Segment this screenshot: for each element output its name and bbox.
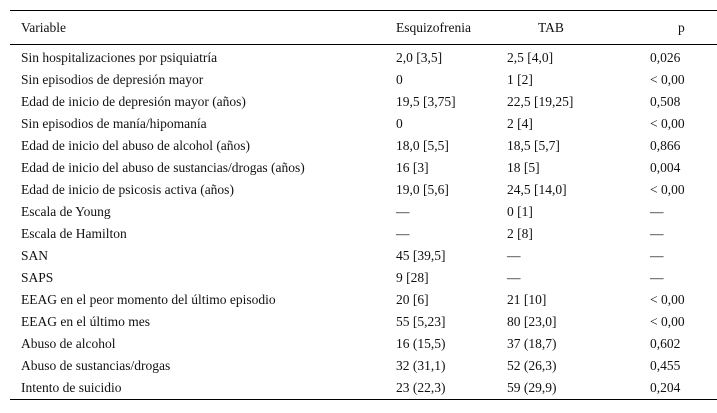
cell-esquizofrenia: 19,5 [3,75] (396, 94, 456, 109)
cell-esquizofrenia: 32 (31,1) (396, 358, 446, 373)
cell-tab: 1 [2] (507, 72, 533, 87)
cell-esquizofrenia: 2,0 [3,5] (396, 50, 443, 65)
cell-variable: Escala de Hamilton (21, 226, 127, 241)
header-variable: Variable (21, 19, 66, 35)
cell-tab: 24,5 [14,0] (507, 182, 567, 197)
cell-variable: Edad de inicio del abuso de alcohol (años) (21, 138, 251, 153)
cell-variable: Escala de Young (21, 204, 111, 219)
cell-variable: EEAG en el último mes (21, 314, 150, 329)
cell-p: — (650, 204, 664, 219)
cell-esquizofrenia: 0 (396, 116, 403, 131)
cell-p: < 0,00 (650, 314, 685, 329)
cell-tab: — (507, 248, 521, 263)
cell-esquizofrenia: 0 (396, 72, 403, 87)
cell-tab: 52 (26,3) (507, 358, 557, 373)
cell-p: < 0,00 (650, 292, 685, 307)
cell-p: 0,866 (650, 138, 681, 153)
cell-variable: Sin hospitalizaciones por psiquiatría (21, 50, 218, 65)
cell-tab: 18,5 [5,7] (507, 138, 560, 153)
cell-variable: Intento de suicidio (21, 380, 122, 395)
table-row (10, 223, 717, 245)
cell-esquizofrenia: 45 [39,5] (396, 248, 446, 263)
cell-variable: Edad de inicio de psicosis activa (años) (21, 182, 234, 197)
cell-esquizofrenia: 16 (15,5) (396, 336, 446, 351)
table-row (10, 45, 717, 70)
cell-esquizofrenia: 55 [5,23] (396, 314, 446, 329)
cell-p: 0,204 (650, 380, 681, 395)
table-row (10, 311, 717, 333)
cell-p: — (650, 270, 664, 285)
cell-tab: 0 [1] (507, 204, 533, 219)
cell-variable: Edad de inicio del abuso de sustancias/drogas (años) (21, 160, 305, 175)
header-esquizofrenia: Esquizofrenia (396, 19, 471, 35)
table-row (10, 333, 717, 355)
header-tab: TAB (538, 19, 564, 35)
cell-p: — (650, 226, 664, 241)
cell-p: < 0,00 (650, 116, 685, 131)
cell-p: < 0,00 (650, 72, 685, 87)
table-row (10, 179, 717, 201)
cell-tab: 2 [4] (507, 116, 533, 131)
cell-esquizofrenia: 19,0 [5,6] (396, 182, 449, 197)
table-row (10, 113, 717, 135)
cell-tab: 22,5 [19,25] (507, 94, 574, 109)
cell-esquizofrenia: 23 (22,3) (396, 380, 446, 395)
table-row (10, 289, 717, 311)
data-table (10, 10, 717, 400)
cell-variable: EEAG en el peor momento del último episodio (21, 292, 276, 307)
table-row (10, 245, 717, 267)
header-p: p (678, 19, 685, 35)
cell-tab: 18 [5] (507, 160, 540, 175)
header-row (10, 11, 717, 45)
cell-esquizofrenia: 9 [28] (396, 270, 429, 285)
cell-variable: SAPS (21, 270, 54, 285)
table-header (10, 11, 717, 45)
cell-p: 0,026 (650, 50, 681, 65)
cell-p: — (650, 248, 664, 263)
cell-tab: 59 (29,9) (507, 380, 557, 395)
cell-tab: 37 (18,7) (507, 336, 557, 351)
cell-p: 0,602 (650, 336, 681, 351)
cell-variable: SAN (21, 248, 49, 263)
cell-esquizofrenia: 18,0 [5,5] (396, 138, 449, 153)
cell-tab: 21 [10] (507, 292, 547, 307)
cell-tab: — (507, 270, 521, 285)
cell-esquizofrenia: 20 [6] (396, 292, 429, 307)
table-body (10, 45, 717, 400)
data-table-container (10, 10, 707, 400)
cell-p: 0,004 (650, 160, 681, 175)
table-row (10, 267, 717, 289)
cell-esquizofrenia: — (396, 226, 410, 241)
cell-tab: 80 [23,0] (507, 314, 557, 329)
cell-tab: 2,5 [4,0] (507, 50, 554, 65)
cell-variable: Sin episodios de depresión mayor (21, 72, 204, 87)
cell-p: 0,508 (650, 94, 681, 109)
cell-p: 0,455 (650, 358, 681, 373)
cell-variable: Sin episodios de manía/hipomanía (21, 116, 207, 131)
cell-variable: Abuso de sustancias/drogas (21, 358, 171, 373)
table-row (10, 355, 717, 377)
cell-variable: Edad de inicio de depresión mayor (años) (21, 94, 246, 109)
cell-esquizofrenia: 16 [3] (396, 160, 429, 175)
table-row (10, 201, 717, 223)
table-row (10, 91, 717, 113)
table-row (10, 135, 717, 157)
table-row (10, 377, 717, 400)
table-row (10, 157, 717, 179)
cell-esquizofrenia: — (396, 204, 410, 219)
cell-tab: 2 [8] (507, 226, 533, 241)
cell-variable: Abuso de alcohol (21, 336, 116, 351)
table-row (10, 69, 717, 91)
cell-p: < 0,00 (650, 182, 685, 197)
